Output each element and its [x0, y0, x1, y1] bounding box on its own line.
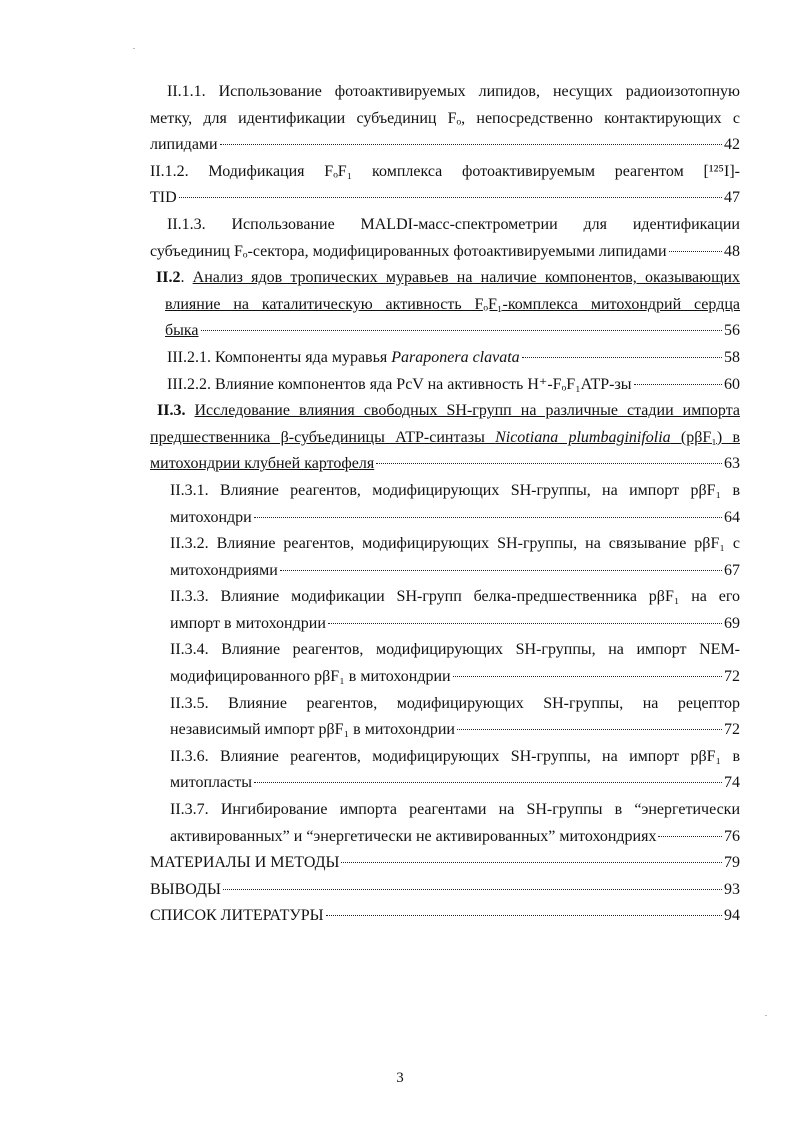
toc-text-segment: II.3.2. Влияние реагентов, модифицирующих SH-группы, на связывание pβF₁ с	[170, 535, 740, 553]
toc-text-segment: липидами	[150, 136, 218, 154]
toc-entry[interactable]	[150, 850, 740, 877]
toc-entry[interactable]	[150, 398, 740, 478]
toc-entry-title	[150, 877, 221, 904]
toc-entry[interactable]	[150, 691, 740, 744]
toc-text-segment: II.3.3. Влияние модификации SH-групп белка-предшественника pβF₁ на его	[170, 588, 740, 606]
toc-page-number: 94	[724, 907, 740, 925]
dot-leader	[254, 517, 722, 518]
toc-entry[interactable]	[150, 79, 740, 159]
toc-entry-line	[150, 584, 740, 611]
dot-leader	[341, 862, 722, 863]
toc-text-segment: II.3.	[157, 402, 186, 420]
toc-entry-title	[150, 451, 374, 478]
toc-text-segment: II.1.1. Использование фотоактивируемых липидов, несущих радиоизотопную	[167, 83, 740, 100]
toc-entry-last-line	[150, 850, 740, 877]
toc-entry-title	[170, 611, 326, 638]
toc-page-number: 48	[724, 242, 740, 260]
toc-entry-last-line	[150, 903, 740, 930]
toc-entry-last-line	[150, 717, 740, 744]
toc-entry-title	[150, 185, 177, 212]
toc-text-segment: Исследование влияния свободных SH-групп на различные стадии импорта	[194, 402, 740, 420]
dot-leader	[223, 889, 722, 890]
toc-entry-line	[150, 159, 740, 186]
toc-text-segment: III.2.1. Компоненты яда муравья	[167, 348, 392, 366]
page-number: 3	[396, 1070, 404, 1086]
dot-leader	[522, 357, 722, 358]
toc-entry[interactable]	[150, 584, 740, 637]
toc-text-segment: II.3.7. Ингибирование импорта реагентами на SH-группы в “энергетически	[170, 801, 740, 819]
dot-leader	[220, 144, 722, 145]
toc-page-number: 60	[724, 375, 740, 393]
toc-entry-title	[170, 505, 252, 532]
toc-text-segment: модифицированного pβF₁ в митохондрии	[170, 668, 451, 686]
toc-text-segment: митохондри	[170, 508, 252, 526]
toc-entry-line	[150, 637, 740, 664]
scan-speck	[133, 48, 135, 49]
toc-text-segment: субъединиц Fₒ-сектора, модифицированных фотоактивируемыми липидами	[150, 242, 667, 260]
toc-page-number: 69	[724, 614, 740, 632]
toc-entry-last-line	[150, 611, 740, 638]
toc-entry-line	[150, 691, 740, 718]
toc-entry-title	[170, 717, 455, 744]
toc-entry[interactable]	[150, 744, 740, 797]
toc-page-number: 79	[724, 854, 740, 872]
toc-entry-line	[150, 398, 740, 425]
toc-entry-line	[150, 478, 740, 505]
toc-entry-line	[150, 425, 740, 452]
toc-text-segment: (pβF₁) в	[670, 428, 740, 446]
dot-leader	[179, 197, 722, 198]
toc-page-number: 67	[724, 561, 740, 579]
toc-entry-last-line	[150, 877, 740, 904]
toc-entry[interactable]	[150, 637, 740, 690]
toc-entry-title	[167, 372, 632, 399]
toc-entry[interactable]	[150, 903, 740, 930]
toc-entry-line	[150, 797, 740, 824]
toc-page-number: 58	[724, 348, 740, 366]
toc-entry-title	[170, 664, 451, 691]
toc-text-segment: II.2	[156, 269, 181, 287]
toc-text-segment: TID	[150, 189, 177, 207]
toc-text-segment: II.1.3. Использование MALDI-масс-спектрометрии для идентификации	[167, 215, 740, 233]
toc-entry[interactable]	[150, 159, 740, 212]
toc-text-segment: II.3.1. Влияние реагентов, модифицирующих SH-группы, на импорт pβF₁ в	[170, 481, 740, 499]
dot-leader	[457, 729, 722, 730]
toc-entry-title	[170, 770, 252, 797]
toc-entry[interactable]	[150, 531, 740, 584]
toc-page-number: 93	[724, 880, 740, 898]
toc-entry-line	[150, 79, 740, 106]
dot-leader	[254, 782, 722, 783]
toc-text-segment: метку, для идентификации субъединиц Fₒ, непосредственно контактирующих с	[150, 109, 740, 127]
toc-text-segment: Paraponera clavata	[391, 348, 520, 366]
toc-entry[interactable]	[150, 212, 740, 265]
toc-entry-line	[150, 265, 740, 292]
toc-entry-last-line	[150, 185, 740, 212]
toc-page-number: 42	[724, 136, 740, 154]
toc-page-number: 56	[724, 322, 740, 340]
scan-speck	[765, 1015, 767, 1016]
toc-page-number: 64	[724, 508, 740, 526]
toc-entry-line	[150, 212, 740, 239]
toc-page-number: 74	[724, 774, 740, 792]
toc-text-segment: СПИСОК ЛИТЕРАТУРЫ	[150, 907, 324, 925]
toc-text-segment: Nicotiana plumbaginifolia	[495, 428, 671, 446]
toc-entry-last-line	[150, 558, 740, 585]
toc-entry-last-line	[150, 451, 740, 478]
toc-entry-last-line	[150, 824, 740, 851]
toc-entry-last-line	[150, 770, 740, 797]
toc-entry-title	[150, 903, 324, 930]
toc-page-number: 63	[724, 455, 740, 473]
toc-entry-last-line	[150, 372, 740, 399]
toc-entry-line	[150, 292, 740, 319]
toc-text-segment: предшественника β-субъединицы АТР-синтазы	[150, 428, 496, 446]
toc-text-segment: быка	[165, 322, 199, 340]
dot-leader	[326, 915, 722, 916]
toc-entry-title	[170, 558, 278, 585]
toc-text-segment: влияние на каталитическую активность FₒF₁-комплекса митохондрий сердца	[165, 295, 740, 313]
toc-entry-line	[150, 744, 740, 771]
toc-entry-line	[150, 531, 740, 558]
toc-text-segment: II.3.4. Влияние реагентов, модифицирующих SH-группы, на импорт NEM-	[170, 641, 740, 659]
toc-text-segment: митохондриями	[170, 561, 278, 579]
toc-entry-title	[165, 318, 199, 345]
toc-entry-title	[150, 239, 667, 266]
dot-leader	[328, 623, 722, 624]
toc-text-segment: II.1.2. Модификация FₒF₁ комплекса фотоактивируемым реагентом [¹²⁵I]-	[150, 162, 740, 180]
toc-text-segment: II.3.5. Влияние реагентов, модифицирующих SH-группы, на рецептор	[170, 694, 740, 712]
toc-page-number: 72	[724, 721, 740, 739]
toc-text-segment: Анализ ядов тропических муравьев на наличие компонентов, оказывающих	[192, 269, 740, 287]
toc-entry-line	[150, 106, 740, 133]
table-of-contents	[150, 79, 740, 930]
toc-text-segment: независимый импорт pβF₁ в митохондрии	[170, 721, 455, 739]
toc-entry-last-line	[150, 345, 740, 372]
toc-entry[interactable]	[150, 478, 740, 531]
toc-text-segment: .	[180, 269, 193, 287]
toc-entry-title	[170, 824, 656, 851]
toc-entry-last-line	[150, 664, 740, 691]
toc-text-segment: митопласты	[170, 774, 252, 792]
dot-leader	[658, 836, 722, 837]
toc-text-segment: митохондрии клубней картофеля	[150, 455, 375, 473]
toc-entry[interactable]	[150, 372, 740, 399]
toc-text-segment: активированных” и “энергетически не активированных” митохондриях	[170, 827, 657, 845]
toc-entry[interactable]	[150, 797, 740, 850]
toc-entry-last-line	[150, 505, 740, 532]
toc-page-number: 76	[724, 827, 740, 845]
toc-text-segment: II.3.6. Влияние реагентов, модифицирующих SH-группы, на импорт pβF₁ в	[170, 747, 740, 765]
toc-entry[interactable]	[150, 345, 740, 372]
toc-text-segment: МАТЕРИАЛЫ И МЕТОДЫ	[150, 854, 340, 872]
dot-leader	[634, 384, 722, 385]
toc-text-segment: импорт в митохондрии	[170, 614, 326, 632]
toc-entry-title	[150, 132, 218, 159]
toc-entry-title	[150, 850, 339, 877]
toc-entry-last-line	[150, 318, 740, 345]
dot-leader	[376, 463, 722, 464]
toc-entry-last-line	[150, 239, 740, 266]
dot-leader	[453, 676, 722, 677]
toc-page-number: 72	[724, 668, 740, 686]
dot-leader	[669, 251, 722, 252]
toc-entry[interactable]	[150, 265, 740, 345]
toc-page-number: 47	[724, 189, 740, 207]
toc-entry[interactable]	[150, 877, 740, 904]
toc-entry-last-line	[150, 132, 740, 159]
dot-leader	[201, 330, 722, 331]
toc-entry-title	[167, 345, 520, 372]
toc-text-segment	[185, 402, 194, 419]
toc-text-segment: ВЫВОДЫ	[150, 880, 221, 898]
toc-text-segment: III.2.2. Влияние компонентов яда PcV на активность H⁺-FₒF₁ATP-зы	[167, 375, 632, 393]
dot-leader	[280, 570, 722, 571]
